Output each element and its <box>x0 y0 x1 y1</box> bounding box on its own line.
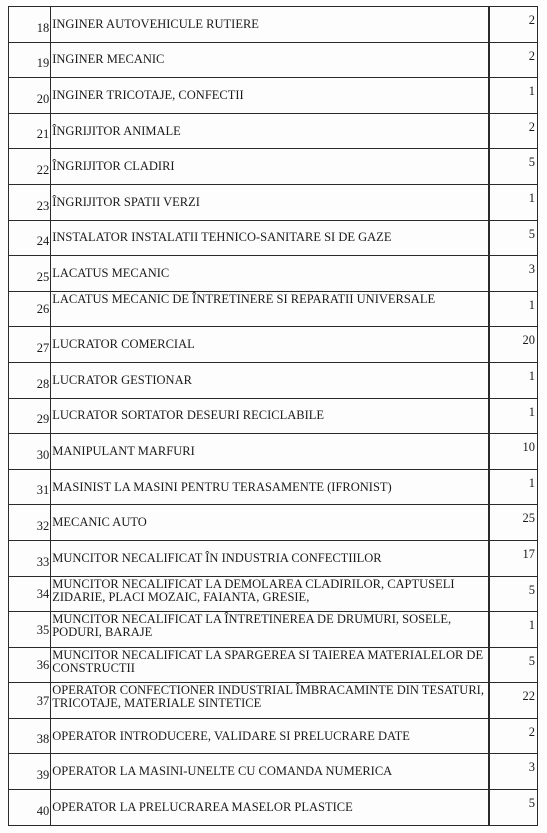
row-number: 24 <box>9 220 51 256</box>
table-row <box>9 718 538 754</box>
table-body <box>9 7 538 826</box>
vacancy-count: 10 <box>489 434 538 470</box>
occupation-name: OPERATOR CONFECTIONER INDUSTRIAL ÎMBRACAMINTE DIN TESATURI, TRICOTAJE, MATERIALE SINTETICE <box>51 683 489 719</box>
occupation-name: LACATUS MECANIC DE ÎNTRETINERE SI REPARATII UNIVERSALE <box>51 291 489 327</box>
table-row <box>9 398 538 434</box>
occupation-name: OPERATOR LA PRELUCRAREA MASELOR PLASTICE <box>51 790 489 826</box>
table-row <box>9 469 538 505</box>
table-row <box>9 683 538 719</box>
occupation-name: MECANIC AUTO <box>51 505 489 541</box>
occupation-name: OPERATOR LA MASINI-UNELTE CU COMANDA NUMERICA <box>51 754 489 790</box>
table-row <box>9 362 538 398</box>
vacancy-count: 1 <box>489 469 538 505</box>
table-row <box>9 42 538 78</box>
table-row <box>9 327 538 363</box>
row-number: 35 <box>9 612 51 648</box>
occupation-name: ÎNGRIJITOR ANIMALE <box>51 113 489 149</box>
table-row <box>9 505 538 541</box>
table-row <box>9 540 538 576</box>
row-number: 36 <box>9 647 51 683</box>
table-row <box>9 790 538 826</box>
vacancy-count: 5 <box>489 149 538 185</box>
occupation-name: MUNCITOR NECALIFICAT LA ÎNTRETINEREA DE DRUMURI, SOSELE, PODURI, BARAJE <box>51 612 489 648</box>
vacancy-count: 2 <box>489 7 538 43</box>
table-row <box>9 754 538 790</box>
vacancy-count: 3 <box>489 754 538 790</box>
row-number: 19 <box>9 42 51 78</box>
occupation-name: MANIPULANT MARFURI <box>51 434 489 470</box>
table-row <box>9 220 538 256</box>
occupation-name: LUCRATOR COMERCIAL <box>51 327 489 363</box>
vacancy-count: 5 <box>489 220 538 256</box>
row-number: 27 <box>9 327 51 363</box>
occupation-name: MUNCITOR NECALIFICAT LA DEMOLAREA CLADIRILOR, CAPTUSELI ZIDARIE, PLACI MOZAIC, FAIANTA, GRESIE, <box>51 576 489 612</box>
occupation-name: LUCRATOR SORTATOR DESEURI RECICLABILE <box>51 398 489 434</box>
occupation-name: INSTALATOR INSTALATII TEHNICO-SANITARE SI DE GAZE <box>51 220 489 256</box>
occupation-name: INGINER MECANIC <box>51 42 489 78</box>
row-number: 37 <box>9 683 51 719</box>
occupation-name: MASINIST LA MASINI PENTRU TERASAMENTE (IFRONIST) <box>51 469 489 505</box>
table-row <box>9 113 538 149</box>
table-row <box>9 256 538 292</box>
row-number: 38 <box>9 718 51 754</box>
table-row <box>9 647 538 683</box>
row-number: 33 <box>9 540 51 576</box>
table-row <box>9 576 538 612</box>
row-number: 40 <box>9 790 51 826</box>
row-number: 21 <box>9 113 51 149</box>
vacancy-count: 1 <box>489 78 538 114</box>
table-row <box>9 434 538 470</box>
occupation-name: LUCRATOR GESTIONAR <box>51 362 489 398</box>
occupation-name: INGINER TRICOTAJE, CONFECTII <box>51 78 489 114</box>
row-number: 20 <box>9 78 51 114</box>
vacancy-count: 5 <box>489 576 538 612</box>
row-number: 18 <box>9 7 51 43</box>
occupation-name: OPERATOR INTRODUCERE, VALIDARE SI PRELUCRARE DATE <box>51 718 489 754</box>
row-number: 30 <box>9 434 51 470</box>
vacancy-count: 1 <box>489 612 538 648</box>
row-number: 32 <box>9 505 51 541</box>
row-number: 31 <box>9 469 51 505</box>
occupation-name: ÎNGRIJITOR CLADIRI <box>51 149 489 185</box>
vacancy-count: 17 <box>489 540 538 576</box>
row-number: 29 <box>9 398 51 434</box>
table-row <box>9 612 538 648</box>
table-row <box>9 7 538 43</box>
occupation-name: MUNCITOR NECALIFICAT ÎN INDUSTRIA CONFECTIILOR <box>51 540 489 576</box>
row-number: 23 <box>9 184 51 220</box>
row-number: 22 <box>9 149 51 185</box>
row-number: 39 <box>9 754 51 790</box>
vacancy-count: 5 <box>489 790 538 826</box>
occupation-name: LACATUS MECANIC <box>51 256 489 292</box>
row-number: 34 <box>9 576 51 612</box>
vacancy-count: 2 <box>489 113 538 149</box>
row-number: 25 <box>9 256 51 292</box>
table-row <box>9 291 538 327</box>
table-row <box>9 184 538 220</box>
vacancy-count: 2 <box>489 718 538 754</box>
table-row <box>9 149 538 185</box>
vacancy-count: 5 <box>489 647 538 683</box>
row-number: 28 <box>9 362 51 398</box>
vacancy-count: 3 <box>489 256 538 292</box>
vacancy-count: 25 <box>489 505 538 541</box>
occupation-name: MUNCITOR NECALIFICAT LA SPARGEREA SI TAIEREA MATERIALELOR DE CONSTRUCTII <box>51 647 489 683</box>
vacancy-count: 22 <box>489 683 538 719</box>
vacancy-count: 20 <box>489 327 538 363</box>
occupation-name: INGINER AUTOVEHICULE RUTIERE <box>51 7 489 43</box>
vacancy-count: 2 <box>489 42 538 78</box>
vacancy-count: 1 <box>489 291 538 327</box>
row-number: 26 <box>9 291 51 327</box>
vacancy-count: 1 <box>489 398 538 434</box>
table-row <box>9 78 538 114</box>
vacancy-count: 1 <box>489 184 538 220</box>
vacancy-count: 1 <box>489 362 538 398</box>
occupations-table <box>8 6 538 826</box>
occupation-name: ÎNGRIJITOR SPATII VERZI <box>51 184 489 220</box>
